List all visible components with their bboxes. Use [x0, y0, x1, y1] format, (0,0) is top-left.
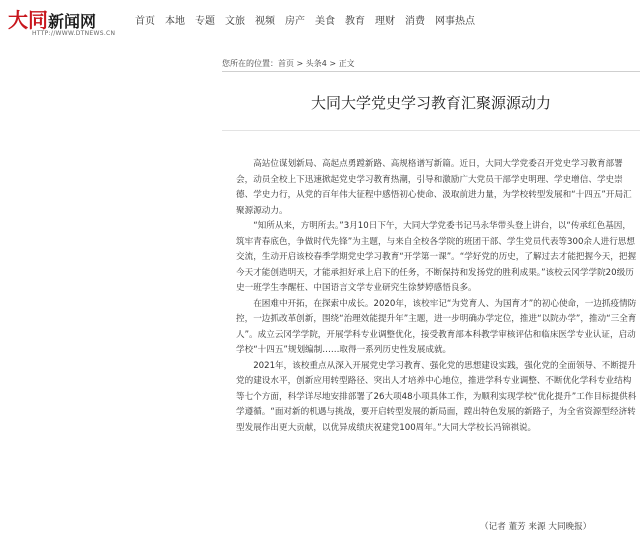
- site-logo[interactable]: [8, 4, 128, 40]
- article-title: 大同大学党史学习教育汇聚源源动力: [310, 94, 551, 112]
- site-header: [0, 0, 640, 44]
- breadcrumb: [222, 58, 355, 69]
- breadcrumb-divider: [222, 71, 640, 72]
- nav-item-hot-topics[interactable]: 网事热点: [435, 16, 475, 27]
- article-paragraph: 2021年，该校重点从深入开展党史学习教育、强化党的思想建设实践，强化党的全面领导、不断提升党的建设水平，创新应用转型路径、突出人才培养中心地位，推进学科专业调整、不断优化学科专业结构等七个方面，科学详尽地安排部署了26大项48小项具体工作，为顺利实现学校“优化提升”工作目标提供科学遵循。“面对新的机遇与挑战，要开启转型发展的新局面，蹚出特色发展的新路子，为全省资源型经济转型发展作出更大贡献，以优异成绩庆祝建党100周年。”大同大学校长冯锦祺说。: [236, 360, 637, 433]
- breadcrumb-home-link[interactable]: 首页: [278, 59, 294, 68]
- breadcrumb-section-link[interactable]: 头条4: [305, 59, 327, 68]
- logo-url: HTTP://WWW.DTNEWS.CN: [32, 30, 116, 37]
- breadcrumb-separator: >: [326, 59, 339, 68]
- article-byline: （记者 董芳 来源 大同晚报）: [480, 522, 592, 532]
- article-paragraph: 高站位谋划新局、高起点勇蹚新路、高规格谱写新篇。近日，大同大学党委召开党史学习教育部署会，动员全校上下迅速掀起党史学习教育热潮，引导和激励广大党员干部学史明理、学史增信、学史崇德、学史力行，从党的百年伟大征程中感悟初心使命、汲取前进力量，为学校转型发展和“十四五”开局汇聚源源动力。: [236, 159, 632, 216]
- logo-text-black: 新闻网: [48, 12, 97, 31]
- nav-item-finance[interactable]: 理财: [375, 16, 395, 27]
- nav-item-food[interactable]: 美食: [315, 16, 335, 27]
- nav-item-home[interactable]: 首页: [135, 16, 155, 27]
- nav-item-culture-travel[interactable]: 文旅: [225, 16, 245, 27]
- breadcrumb-current: 正文: [338, 59, 355, 68]
- article-paragraph: “知所从来，方明所去。”3月10日下午，大同大学党委书记马永华带头登上讲台，以“传承红色基因，筑牢青春底色，争做时代先锋”为主题，与来自全校各学院的班团干部、学生党员代表等300余人进行思想交流，生动开启该校春季学期党史学习教育“开学第一课”。“学好党的历史，了解过去才能把握今天，把握今天才能创造明天，才能承担好承上启下的任务，不断保持和发扬党的胜利成果。”该校云冈学学院20级历史一班学生李醒枉、中国语言文学专业研究生徐梦婷感悟良多。: [236, 221, 637, 293]
- logo-text-red: 大同: [8, 8, 48, 32]
- breadcrumb-prefix: 您所在的位置：: [222, 59, 278, 68]
- article-paragraph: 在困难中开拓，在探索中成长。2020年，该校牢记“为党育人、为国育才”的初心使命，一边抓疫情防控，一边抓改革创新，围绕“治理效能提升年”主题，进一步明确办学定位，推进“以院办学”，推动“三全育人”。成立云冈学学院，开展学科专业调整优化，接受教育部本科教学审核评估和临床医学专业认证，启动学校“十四五”规划编制……取得一系列历史性发展成就。: [236, 298, 637, 355]
- title-divider: [222, 130, 640, 131]
- nav-item-video[interactable]: 视频: [255, 16, 275, 27]
- logo-text: [8, 4, 96, 33]
- article-body: [236, 157, 638, 436]
- breadcrumb-separator: >: [294, 59, 306, 68]
- nav-item-education[interactable]: 教育: [345, 16, 365, 27]
- nav-item-real-estate[interactable]: 房产: [285, 16, 305, 27]
- nav-item-local[interactable]: 本地: [165, 16, 185, 27]
- nav-item-consumer[interactable]: 消费: [405, 16, 425, 27]
- nav-item-special[interactable]: 专题: [195, 16, 215, 27]
- main-nav: [135, 14, 485, 30]
